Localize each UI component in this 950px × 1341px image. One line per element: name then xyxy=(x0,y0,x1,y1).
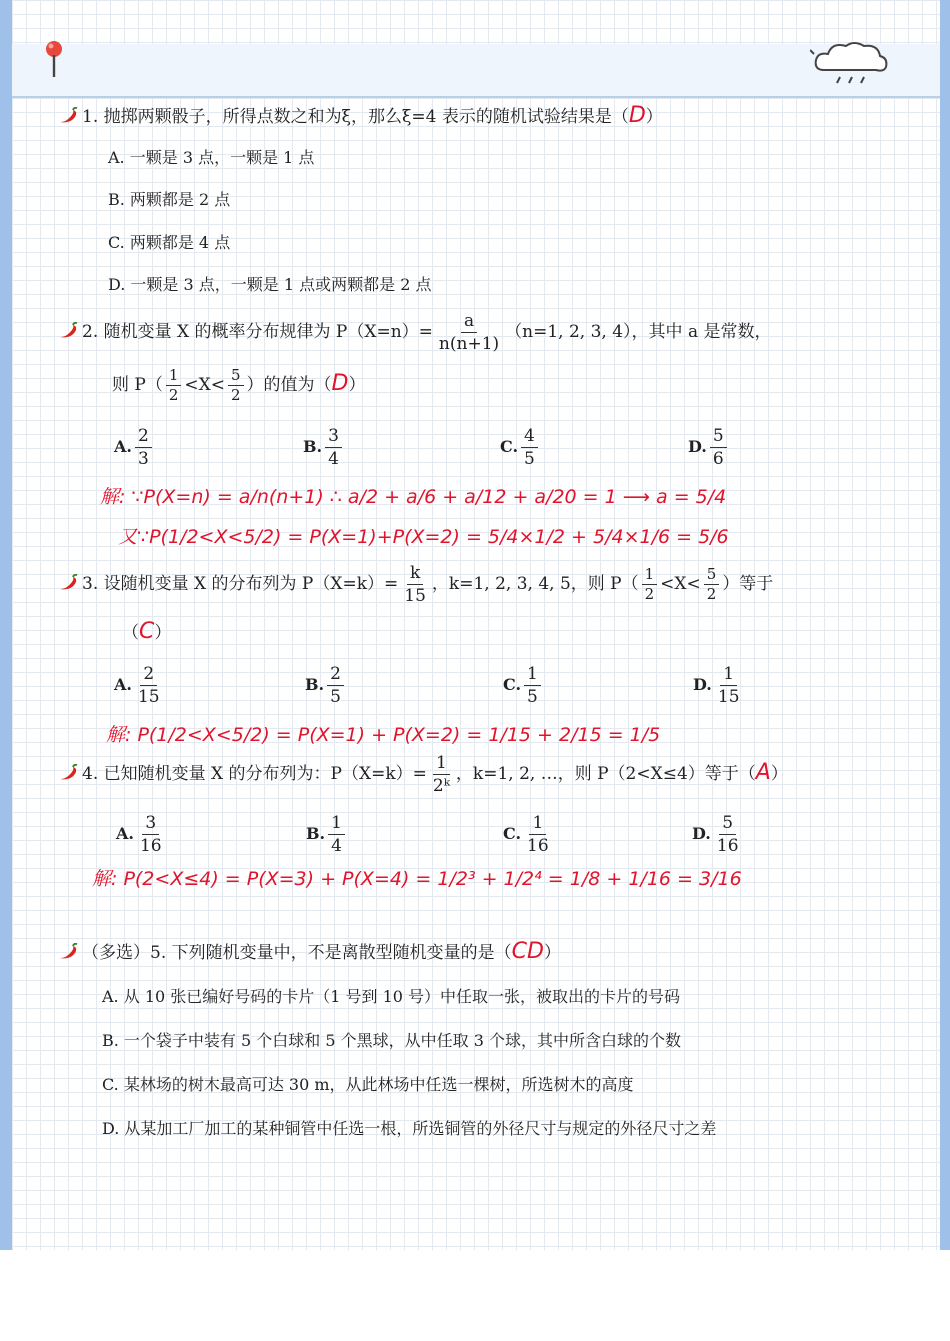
option-2a: A. $\frac{2}{3}$ xyxy=(114,425,155,470)
chili-icon xyxy=(56,574,78,592)
option-3c: C. $\frac{1}{5}$ xyxy=(503,663,544,708)
option-5b: B. 一个袋子中装有 5 个白球和 5 个黑球，从中任取 3 个球，其中所含白球的个数 xyxy=(102,1031,681,1050)
option-2c: C. $\frac{4}{5}$ xyxy=(500,425,541,470)
option-1d: D. 一颗是 3 点，一颗是 1 点或两颗都是 2 点 xyxy=(108,275,432,294)
fraction: $\frac{1}{2}$ xyxy=(166,366,182,405)
fraction: $\frac{1}{\text{2ᵏ}}$ xyxy=(432,753,450,796)
option-2b: B. $\frac{3}{4}$ xyxy=(303,425,345,470)
option-3d: D. $\frac{1}{15}$ xyxy=(693,664,740,707)
solution-2-line2: 又∵P(1/2<X<5/2) = P(X=1)+P(X=2) = 5/4×1/2 + 5/4×1/6 = 5/6 xyxy=(118,526,729,548)
option-1c: C. 两颗都是 4 点 xyxy=(108,233,231,252)
question-5: （多选）5. 下列随机变量中，不是离散型随机变量的是（CD） xyxy=(56,940,561,965)
option-5c: C. 某林场的树木最高可达 30 m，从此林场中任选一棵树，所选树木的高度 xyxy=(102,1075,634,1094)
solution-3: 解: P(1/2<X<5/2) = P(X=1) + P(X=2) = 1/15 + 2/15 = 1/5 xyxy=(106,724,661,746)
option-4a: A. $\frac{3}{16}$ xyxy=(116,813,162,856)
question-3: 3. 设随机变量 X 的分布列为 P（X=k）= $\frac{k}{15}$ ，k=1, 2, 3, 4, 5，则 P（ $\frac{1}{2}$ <X< $\frac{5}{2}$ ）等于 xyxy=(56,562,773,607)
question-3-answer-line: （C） xyxy=(122,619,172,644)
chili-icon xyxy=(56,764,78,782)
option-1a: A. 一颗是 3 点，一颗是 1 点 xyxy=(108,148,315,167)
solution-2-line1: 解: ∵P(X=n) = a/n(n+1) ∴ a/2 + a/6 + a/12 + a/20 = 1 ⟶ a = 5/4 xyxy=(100,486,727,508)
chili-icon xyxy=(56,322,78,340)
chili-icon xyxy=(56,107,78,125)
pin-icon xyxy=(44,40,64,80)
question-1: 1. 抛掷两颗骰子，所得点数之和为ξ，那么ξ=4 表示的随机试验结果是（D） xyxy=(56,104,663,129)
option-5a: A. 从 10 张已编好号码的卡片（1 号到 10 号）中任取一张，被取出的卡片的号码 xyxy=(102,987,681,1006)
page-edge-left xyxy=(0,0,12,1250)
solution-4: 解: P(2<X≤4) = P(X=3) + P(X=4) = 1/2³ + 1/2⁴ = 1/8 + 1/16 = 3/16 xyxy=(92,868,742,890)
question-1-text: 1. 抛掷两颗骰子，所得点数之和为ξ，那么ξ=4 表示的随机试验结果是（ xyxy=(82,107,629,127)
fraction: $\frac{k}{15}$ xyxy=(404,563,426,606)
chili-icon xyxy=(56,943,78,961)
question-2: 2. 随机变量 X 的概率分布规律为 P（X=n）= $\frac{a}{n(n+1)}$ （n=1, 2, 3, 4），其中 a 是常数， xyxy=(56,310,771,355)
question-2-answer: D xyxy=(331,371,349,396)
option-5d: D. 从某加工厂加工的某种铜管中任选一根，所选铜管的外径尺寸与规定的外径尺寸之差 xyxy=(102,1119,717,1138)
question-5-answer: CD xyxy=(511,939,544,964)
fraction: $\frac{1}{2}$ xyxy=(642,565,658,604)
question-4-answer: A xyxy=(755,760,771,785)
question-4: 4. 已知随机变量 X 的分布列为：P（X=k）= $\frac{1}{\text{2ᵏ}}$ ，k=1, 2, …，则 P（2<X≤4）等于（A） xyxy=(56,752,788,797)
option-3a: A. $\frac{2}{15}$ xyxy=(114,664,160,707)
header-bar xyxy=(12,44,940,98)
fraction: $\frac{5}{2}$ xyxy=(704,565,720,604)
option-3b: B. $\frac{2}{5}$ xyxy=(305,663,347,708)
option-2d: D. $\frac{5}{6}$ xyxy=(688,425,730,470)
page-edge-right xyxy=(940,0,950,1250)
fraction: $\frac{5}{2}$ xyxy=(228,366,244,405)
fraction: $\frac{a}{n(n+1)}$ xyxy=(438,311,500,354)
question-2-line2: 则 P（ $\frac{1}{2}$ <X< $\frac{5}{2}$ ）的值为（D） xyxy=(112,366,366,404)
option-4b: B. $\frac{1}{4}$ xyxy=(306,812,348,857)
question-3-answer: C xyxy=(139,619,155,644)
option-1b: B. 两颗都是 2 点 xyxy=(108,190,231,209)
option-4c: C. $\frac{1}{16}$ xyxy=(503,813,549,856)
question-1-answer: D xyxy=(628,103,646,128)
cloud-rain-icon xyxy=(810,40,890,88)
option-4d: D. $\frac{5}{16}$ xyxy=(692,813,739,856)
